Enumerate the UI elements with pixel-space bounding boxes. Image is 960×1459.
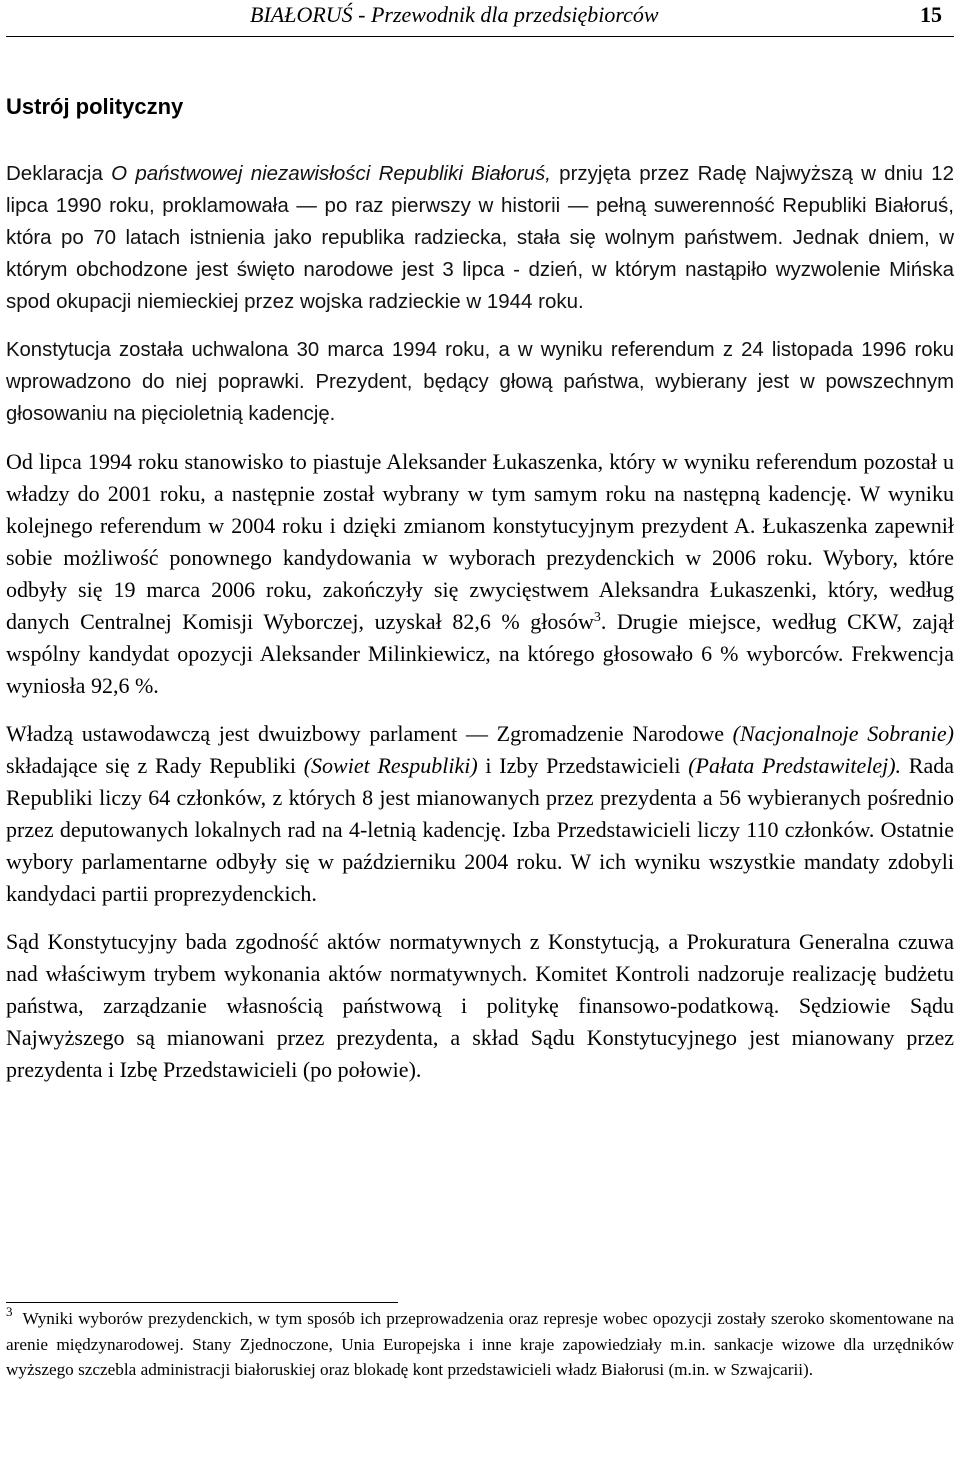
- italic-term: (Pałata Predstawitelej).: [688, 753, 902, 778]
- page-number: 15: [920, 2, 942, 27]
- paragraph-constitution: Konstytucja została uchwalona 30 marca 1994 roku, a w wyniku referendum z 24 listopada 1996 roku wprowadzono do niej poprawki. Prezydent, będący głową państwa, wybierany jest w powszechnym głosowaniu na pięcioletnią kadencję.: [6, 339, 954, 425]
- footnote-separator: [6, 1302, 398, 1303]
- declaration-title: O państwowej niezawisłości Republiki Białoruś,: [111, 162, 551, 185]
- paragraph-text: Od lipca 1994 roku stanowisko to piastuje Aleksander Łukaszenka, który w wyniku referendum pozostał u władzy do 2001 roku, a następnie został wybrany w tym samym roku na następną kadencję. W wyniku kolejnego referendum w 2004 roku i dzięki zmianom konstytucyjnym prezydent A. Łukaszenka zapewnił sobie możliwość ponownego kandydowania w wyborach prezydenckich w 2006 roku. Wybory, które odbyły się 19 marca 2006 roku, zakończyły się zwycięstwem Aleksandra Łukaszenki, który, według danych Centralnej Komisji Wyborczej, uzyskał 82,6 % głosów: [6, 449, 954, 634]
- paragraph-text: Rada Republiki liczy 64 członków, z których 8 jest mianowanych przez prezydenta a 56 wybieranych pośrednio przez deputowanych lokalnych rad na 4-letnią kadencję. Izba Przedstawicieli liczy 110 członków. Ostatnie wybory parlamentarne odbyły się w październiku 2004 roku. W ich wyniku wszystkie mandaty zdobyli kandydaci partii proprezydenckich.: [6, 753, 955, 906]
- paragraph-text: przyjęta przez Radę Najwyższą w dniu 12 lipca 1990 roku, proklamowała — po raz pierwszy w historii — pełną suwerenność Republiki Białoruś, która po 70 latach istnienia jako republika radziecka, stała się wolnym państwem. Jednak dniem, w którym obchodzone jest święto narodowe jest 3 lipca - dzień, w którym nastąpiło wyzwolenie Mińska spod okupacji niemieckiej przez wojska radzieckie w 1944 roku.: [6, 162, 954, 313]
- section-heading: Ustrój polityczny: [6, 94, 184, 119]
- italic-term: (Sowiet Respubliki): [303, 753, 478, 778]
- footnote-number: 3: [6, 1304, 13, 1319]
- paragraph-text: . Drugie miejsce, według CKW, zajął wspólny kandydat opozycji Aleksander Milinkiewicz, na którego głosowało 6 % wyborców. Frekwencja wyniosła 92,6 %.: [6, 609, 955, 698]
- document-body: [6, 158, 954, 1086]
- paragraph-text: Deklaracja: [6, 162, 112, 185]
- paragraph-parliament: [6, 718, 954, 910]
- paragraph-text: składające się z Rady Republiki: [6, 753, 304, 778]
- paragraph-text: Władzą ustawodawczą jest dwuizbowy parlament — Zgromadzenie Narodowe: [6, 721, 733, 746]
- running-title: BIAŁORUŚ - Przewodnik dla przedsiębiorców: [250, 2, 659, 27]
- page-header: [6, 2, 954, 37]
- paragraph-president: [6, 446, 954, 702]
- italic-term: (Nacjonalnoje Sobranie): [732, 721, 954, 746]
- paragraph-judiciary: Sąd Konstytucyjny bada zgodność aktów normatywnych z Konstytucją, a Prokuratura Generalna czuwa nad właściwym trybem wykonania aktów normatywnych. Komitet Kontroli nadzoruje realizację budżetu państwa, zarządzanie własnością państwową i politykę finansowo-podatkową. Sędziowie Sądu Najwyższego są mianowani przez prezydenta, a skład Sądu Konstytucyjnego jest mianowany przez prezydenta i Izbę Przedstawicieli (po połowie).: [6, 929, 954, 1082]
- paragraph-text: i Izby Przedstawicieli: [477, 753, 689, 778]
- footnote-reference[interactable]: 3: [593, 610, 601, 625]
- footnote: [6, 1306, 954, 1383]
- footnote-text: Wyniki wyborów prezydenckich, w tym sposób ich przeprowadzenia oraz represje wobec opozycji zostały szeroko skomentowane na arenie międzynarodowej. Stany Zjednoczone, Unia Europejska i inne kraje zapowiedziały m.in. sankacje wizowe dla urzędników wyższego szczebla administracji białoruskiej oraz blokadę kont przedstawicieli władz Białorusi (m.in. w Szwajcarii).: [6, 1309, 954, 1379]
- paragraph-declaration: [6, 158, 954, 318]
